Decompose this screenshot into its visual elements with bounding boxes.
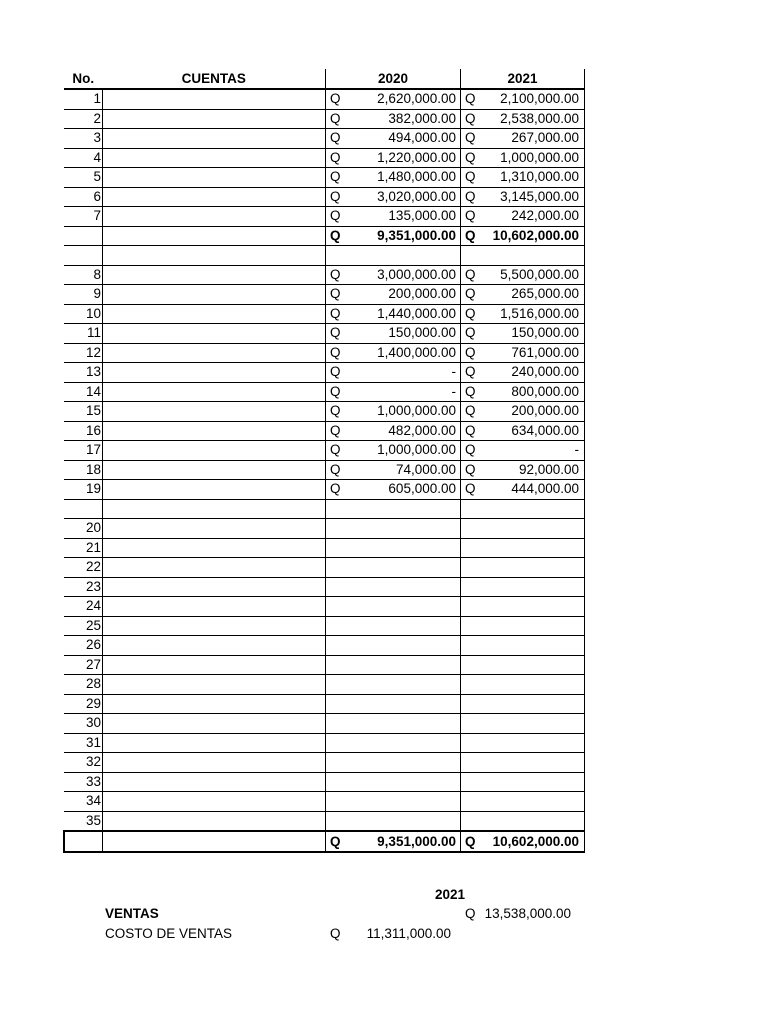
amount-2020 [344, 246, 461, 266]
currency-2021: Q [461, 324, 480, 344]
amount-2021: 444,000.00 [479, 480, 585, 500]
currency-2020 [326, 577, 345, 597]
account-name [103, 129, 326, 149]
currency-2020: Q [326, 324, 345, 344]
table-row [64, 772, 585, 792]
currency-2021: Q [461, 285, 480, 305]
row-number: 10 [64, 304, 103, 324]
currency-2020 [326, 538, 345, 558]
account-name [103, 636, 326, 656]
currency-2021: Q [461, 382, 480, 402]
row-number: 12 [64, 343, 103, 363]
amount-2020: 1,400,000.00 [344, 343, 461, 363]
account-name [103, 499, 326, 519]
row-number [64, 831, 103, 852]
amount-2021: 242,000.00 [479, 207, 585, 227]
amount-2021 [479, 772, 585, 792]
account-name [103, 402, 326, 422]
account-name [103, 772, 326, 792]
ventas-currency: Q [465, 906, 476, 921]
currency-2021 [461, 577, 480, 597]
table-row [64, 694, 585, 714]
amount-2021 [479, 811, 585, 831]
amount-2021 [479, 694, 585, 714]
row-number: 24 [64, 597, 103, 617]
table-row [64, 89, 585, 109]
row-number: 4 [64, 148, 103, 168]
amount-2021: 267,000.00 [479, 129, 585, 149]
amount-2020: 1,220,000.00 [344, 148, 461, 168]
currency-2020 [326, 558, 345, 578]
amount-2021: 1,000,000.00 [479, 148, 585, 168]
currency-2021 [461, 246, 480, 266]
table-row [64, 441, 585, 461]
currency-2021: Q [461, 89, 480, 109]
amount-2020: 382,000.00 [344, 109, 461, 129]
amount-2021 [479, 499, 585, 519]
amount-2020 [344, 597, 461, 617]
amount-2020: 1,000,000.00 [344, 441, 461, 461]
table-row [64, 577, 585, 597]
row-number: 33 [64, 772, 103, 792]
currency-2020 [326, 811, 345, 831]
currency-2021: Q [461, 304, 480, 324]
ventas-label: VENTAS [105, 906, 159, 921]
currency-2020 [326, 694, 345, 714]
currency-2020 [326, 714, 345, 734]
currency-2021: Q [461, 363, 480, 383]
table-row [64, 811, 585, 831]
currency-2020 [326, 675, 345, 695]
ventas-value: 13,538,000.00 [484, 906, 571, 921]
currency-2021: Q [461, 441, 480, 461]
row-number: 7 [64, 207, 103, 227]
table-row [64, 733, 585, 753]
header-no: No. [64, 69, 103, 89]
account-name [103, 694, 326, 714]
row-number: 30 [64, 714, 103, 734]
account-name [103, 655, 326, 675]
blank-row [64, 499, 585, 519]
amount-2021 [479, 616, 585, 636]
currency-2021 [461, 519, 480, 539]
amount-2020 [344, 733, 461, 753]
amount-2020: 494,000.00 [344, 129, 461, 149]
row-number: 14 [64, 382, 103, 402]
amount-2020 [344, 753, 461, 773]
account-name [103, 168, 326, 188]
currency-2021: Q [461, 207, 480, 227]
amount-2021: 150,000.00 [479, 324, 585, 344]
currency-2020: Q [326, 421, 345, 441]
row-number: 34 [64, 792, 103, 812]
currency-2020: Q [326, 89, 345, 109]
currency-2020: Q [326, 304, 345, 324]
table-row [64, 109, 585, 129]
account-name [103, 363, 326, 383]
amount-2020 [344, 772, 461, 792]
row-number: 11 [64, 324, 103, 344]
table-header-row [64, 69, 585, 89]
account-name [103, 811, 326, 831]
currency-2021: Q [461, 168, 480, 188]
account-name [103, 733, 326, 753]
currency-2021: Q [461, 129, 480, 149]
currency-2020 [326, 597, 345, 617]
table-row [64, 753, 585, 773]
currency-2021 [461, 616, 480, 636]
account-name [103, 343, 326, 363]
amount-2020: 150,000.00 [344, 324, 461, 344]
account-name [103, 246, 326, 266]
table-row [64, 714, 585, 734]
account-name [103, 207, 326, 227]
header-cuentas: CUENTAS [103, 69, 326, 89]
row-number: 16 [64, 421, 103, 441]
table-row [64, 421, 585, 441]
account-name [103, 460, 326, 480]
currency-2021 [461, 636, 480, 656]
amount-2021 [479, 753, 585, 773]
currency-2020 [326, 733, 345, 753]
account-name [103, 304, 326, 324]
row-number: 5 [64, 168, 103, 188]
currency-2021 [461, 753, 480, 773]
account-name [103, 616, 326, 636]
amount-2020 [344, 694, 461, 714]
total-row [64, 831, 585, 852]
blank-row [64, 246, 585, 266]
amount-2021 [479, 714, 585, 734]
row-number: 23 [64, 577, 103, 597]
currency-2021: Q [461, 402, 480, 422]
currency-2020: Q [326, 265, 345, 285]
amount-2020 [344, 636, 461, 656]
amount-2020: 605,000.00 [344, 480, 461, 500]
amount-2020: 1,480,000.00 [344, 168, 461, 188]
currency-2020: Q [326, 148, 345, 168]
costo-ventas-label: COSTO DE VENTAS [105, 926, 233, 941]
amount-2020 [344, 675, 461, 695]
amount-2021: 3,145,000.00 [479, 187, 585, 207]
currency-2021 [461, 675, 480, 695]
amount-2021: 634,000.00 [479, 421, 585, 441]
currency-2021 [461, 811, 480, 831]
amount-2021: 800,000.00 [479, 382, 585, 402]
table-row [64, 597, 585, 617]
table-row [64, 792, 585, 812]
currency-2020 [326, 246, 345, 266]
currency-2020 [326, 616, 345, 636]
currency-2020: Q [326, 285, 345, 305]
account-name [103, 597, 326, 617]
table-row [64, 343, 585, 363]
account-name [103, 441, 326, 461]
subtotal-row [64, 226, 585, 246]
currency-2020: Q [326, 168, 345, 188]
currency-2020: Q [326, 226, 345, 246]
currency-2021: Q [461, 226, 480, 246]
amount-2021 [479, 655, 585, 675]
amount-2020: - [344, 382, 461, 402]
amount-2021 [479, 636, 585, 656]
row-number: 22 [64, 558, 103, 578]
header-year-2020: 2020 [326, 69, 461, 89]
currency-2020 [326, 753, 345, 773]
table-row [64, 519, 585, 539]
summary-year: 2021 [435, 887, 466, 902]
table-row [64, 402, 585, 422]
currency-2020 [326, 655, 345, 675]
amount-2020: - [344, 363, 461, 383]
accounts-table-body [64, 69, 585, 852]
currency-2021: Q [461, 460, 480, 480]
row-number: 3 [64, 129, 103, 149]
amount-2021 [479, 558, 585, 578]
amount-2020: 1,000,000.00 [344, 402, 461, 422]
table-row [64, 558, 585, 578]
amount-2021 [479, 246, 585, 266]
amount-2021: 5,500,000.00 [479, 265, 585, 285]
amount-2021 [479, 733, 585, 753]
row-number: 27 [64, 655, 103, 675]
currency-2020 [326, 499, 345, 519]
row-number: 26 [64, 636, 103, 656]
table-row [64, 168, 585, 188]
amount-2020: 1,440,000.00 [344, 304, 461, 324]
row-number: 18 [64, 460, 103, 480]
account-name [103, 265, 326, 285]
row-number: 9 [64, 285, 103, 305]
amount-2021: 1,310,000.00 [479, 168, 585, 188]
currency-2021 [461, 772, 480, 792]
account-name [103, 324, 326, 344]
currency-2021 [461, 499, 480, 519]
amount-2021: 1,516,000.00 [479, 304, 585, 324]
account-name [103, 519, 326, 539]
amount-2021: 2,538,000.00 [479, 109, 585, 129]
amount-2020 [344, 655, 461, 675]
amount-2020: 3,020,000.00 [344, 187, 461, 207]
table-row [64, 129, 585, 149]
amount-2020 [344, 538, 461, 558]
row-number [64, 226, 103, 246]
amount-2021: 240,000.00 [479, 363, 585, 383]
accounts-table [63, 69, 585, 853]
table-row [64, 460, 585, 480]
table-row [64, 538, 585, 558]
account-name [103, 558, 326, 578]
amount-2021: 200,000.00 [479, 402, 585, 422]
table-row [64, 324, 585, 344]
row-number [64, 499, 103, 519]
amount-2021 [479, 675, 585, 695]
row-number: 1 [64, 89, 103, 109]
currency-2020 [326, 636, 345, 656]
currency-2020 [326, 519, 345, 539]
currency-2020: Q [326, 109, 345, 129]
row-number: 28 [64, 675, 103, 695]
amount-2020: 135,000.00 [344, 207, 461, 227]
row-number: 6 [64, 187, 103, 207]
account-name [103, 714, 326, 734]
currency-2020 [326, 792, 345, 812]
account-name [103, 792, 326, 812]
table-row [64, 265, 585, 285]
row-number: 35 [64, 811, 103, 831]
amount-2020 [344, 499, 461, 519]
amount-2020 [344, 616, 461, 636]
amount-2021: 10,602,000.00 [479, 226, 585, 246]
currency-2020: Q [326, 480, 345, 500]
account-name [103, 538, 326, 558]
table-row [64, 616, 585, 636]
currency-2020: Q [326, 402, 345, 422]
currency-2020: Q [326, 343, 345, 363]
currency-2021 [461, 714, 480, 734]
table-row [64, 480, 585, 500]
amount-2020: 9,351,000.00 [344, 831, 461, 852]
currency-2021: Q [461, 109, 480, 129]
currency-2020: Q [326, 207, 345, 227]
currency-2021: Q [461, 831, 480, 852]
account-name [103, 285, 326, 305]
currency-2021 [461, 538, 480, 558]
table-row [64, 675, 585, 695]
row-number: 29 [64, 694, 103, 714]
row-number: 8 [64, 265, 103, 285]
table-row [64, 148, 585, 168]
amount-2020: 2,620,000.00 [344, 89, 461, 109]
row-number: 17 [64, 441, 103, 461]
amount-2021 [479, 792, 585, 812]
header-year-2021: 2021 [461, 69, 585, 89]
amount-2020 [344, 577, 461, 597]
account-name [103, 382, 326, 402]
table-row [64, 304, 585, 324]
row-number: 31 [64, 733, 103, 753]
amount-2020: 3,000,000.00 [344, 265, 461, 285]
currency-2021 [461, 733, 480, 753]
amount-2021 [479, 577, 585, 597]
amount-2021: 2,100,000.00 [479, 89, 585, 109]
amount-2020: 482,000.00 [344, 421, 461, 441]
currency-2021: Q [461, 480, 480, 500]
amount-2020: 200,000.00 [344, 285, 461, 305]
account-name [103, 480, 326, 500]
currency-2021 [461, 655, 480, 675]
costo-ventas-currency: Q [330, 926, 341, 941]
currency-2020: Q [326, 382, 345, 402]
amount-2020: 9,351,000.00 [344, 226, 461, 246]
row-number: 13 [64, 363, 103, 383]
currency-2020 [326, 772, 345, 792]
account-name [103, 675, 326, 695]
amount-2021 [479, 538, 585, 558]
table-row [64, 285, 585, 305]
row-number: 15 [64, 402, 103, 422]
currency-2021: Q [461, 343, 480, 363]
table-row [64, 636, 585, 656]
currency-2021: Q [461, 265, 480, 285]
table-row [64, 207, 585, 227]
amount-2021: - [479, 441, 585, 461]
amount-2021 [479, 597, 585, 617]
amount-2021: 761,000.00 [479, 343, 585, 363]
amount-2021: 10,602,000.00 [479, 831, 585, 852]
currency-2020: Q [326, 363, 345, 383]
row-number: 2 [64, 109, 103, 129]
currency-2020: Q [326, 441, 345, 461]
costo-ventas-value: 11,311,000.00 [366, 926, 451, 941]
currency-2021: Q [461, 421, 480, 441]
amount-2020 [344, 811, 461, 831]
account-name [103, 226, 326, 246]
account-name [103, 109, 326, 129]
amount-2020 [344, 714, 461, 734]
amount-2021: 92,000.00 [479, 460, 585, 480]
amount-2020 [344, 519, 461, 539]
currency-2021: Q [461, 187, 480, 207]
currency-2020: Q [326, 831, 345, 852]
table-row [64, 187, 585, 207]
currency-2021 [461, 558, 480, 578]
amount-2020 [344, 558, 461, 578]
currency-2020: Q [326, 187, 345, 207]
amount-2021: 265,000.00 [479, 285, 585, 305]
table-row [64, 363, 585, 383]
currency-2021 [461, 792, 480, 812]
table-row [64, 382, 585, 402]
amount-2021 [479, 519, 585, 539]
amount-2020 [344, 792, 461, 812]
amount-2020: 74,000.00 [344, 460, 461, 480]
currency-2021 [461, 694, 480, 714]
account-name [103, 187, 326, 207]
row-number: 20 [64, 519, 103, 539]
currency-2020: Q [326, 460, 345, 480]
currency-2020: Q [326, 129, 345, 149]
account-name [103, 421, 326, 441]
currency-2021 [461, 597, 480, 617]
row-number [64, 246, 103, 266]
currency-2021: Q [461, 148, 480, 168]
account-name [103, 831, 326, 852]
account-name [103, 577, 326, 597]
row-number: 19 [64, 480, 103, 500]
account-name [103, 753, 326, 773]
table-row [64, 655, 585, 675]
row-number: 21 [64, 538, 103, 558]
account-name [103, 89, 326, 109]
row-number: 25 [64, 616, 103, 636]
row-number: 32 [64, 753, 103, 773]
account-name [103, 148, 326, 168]
